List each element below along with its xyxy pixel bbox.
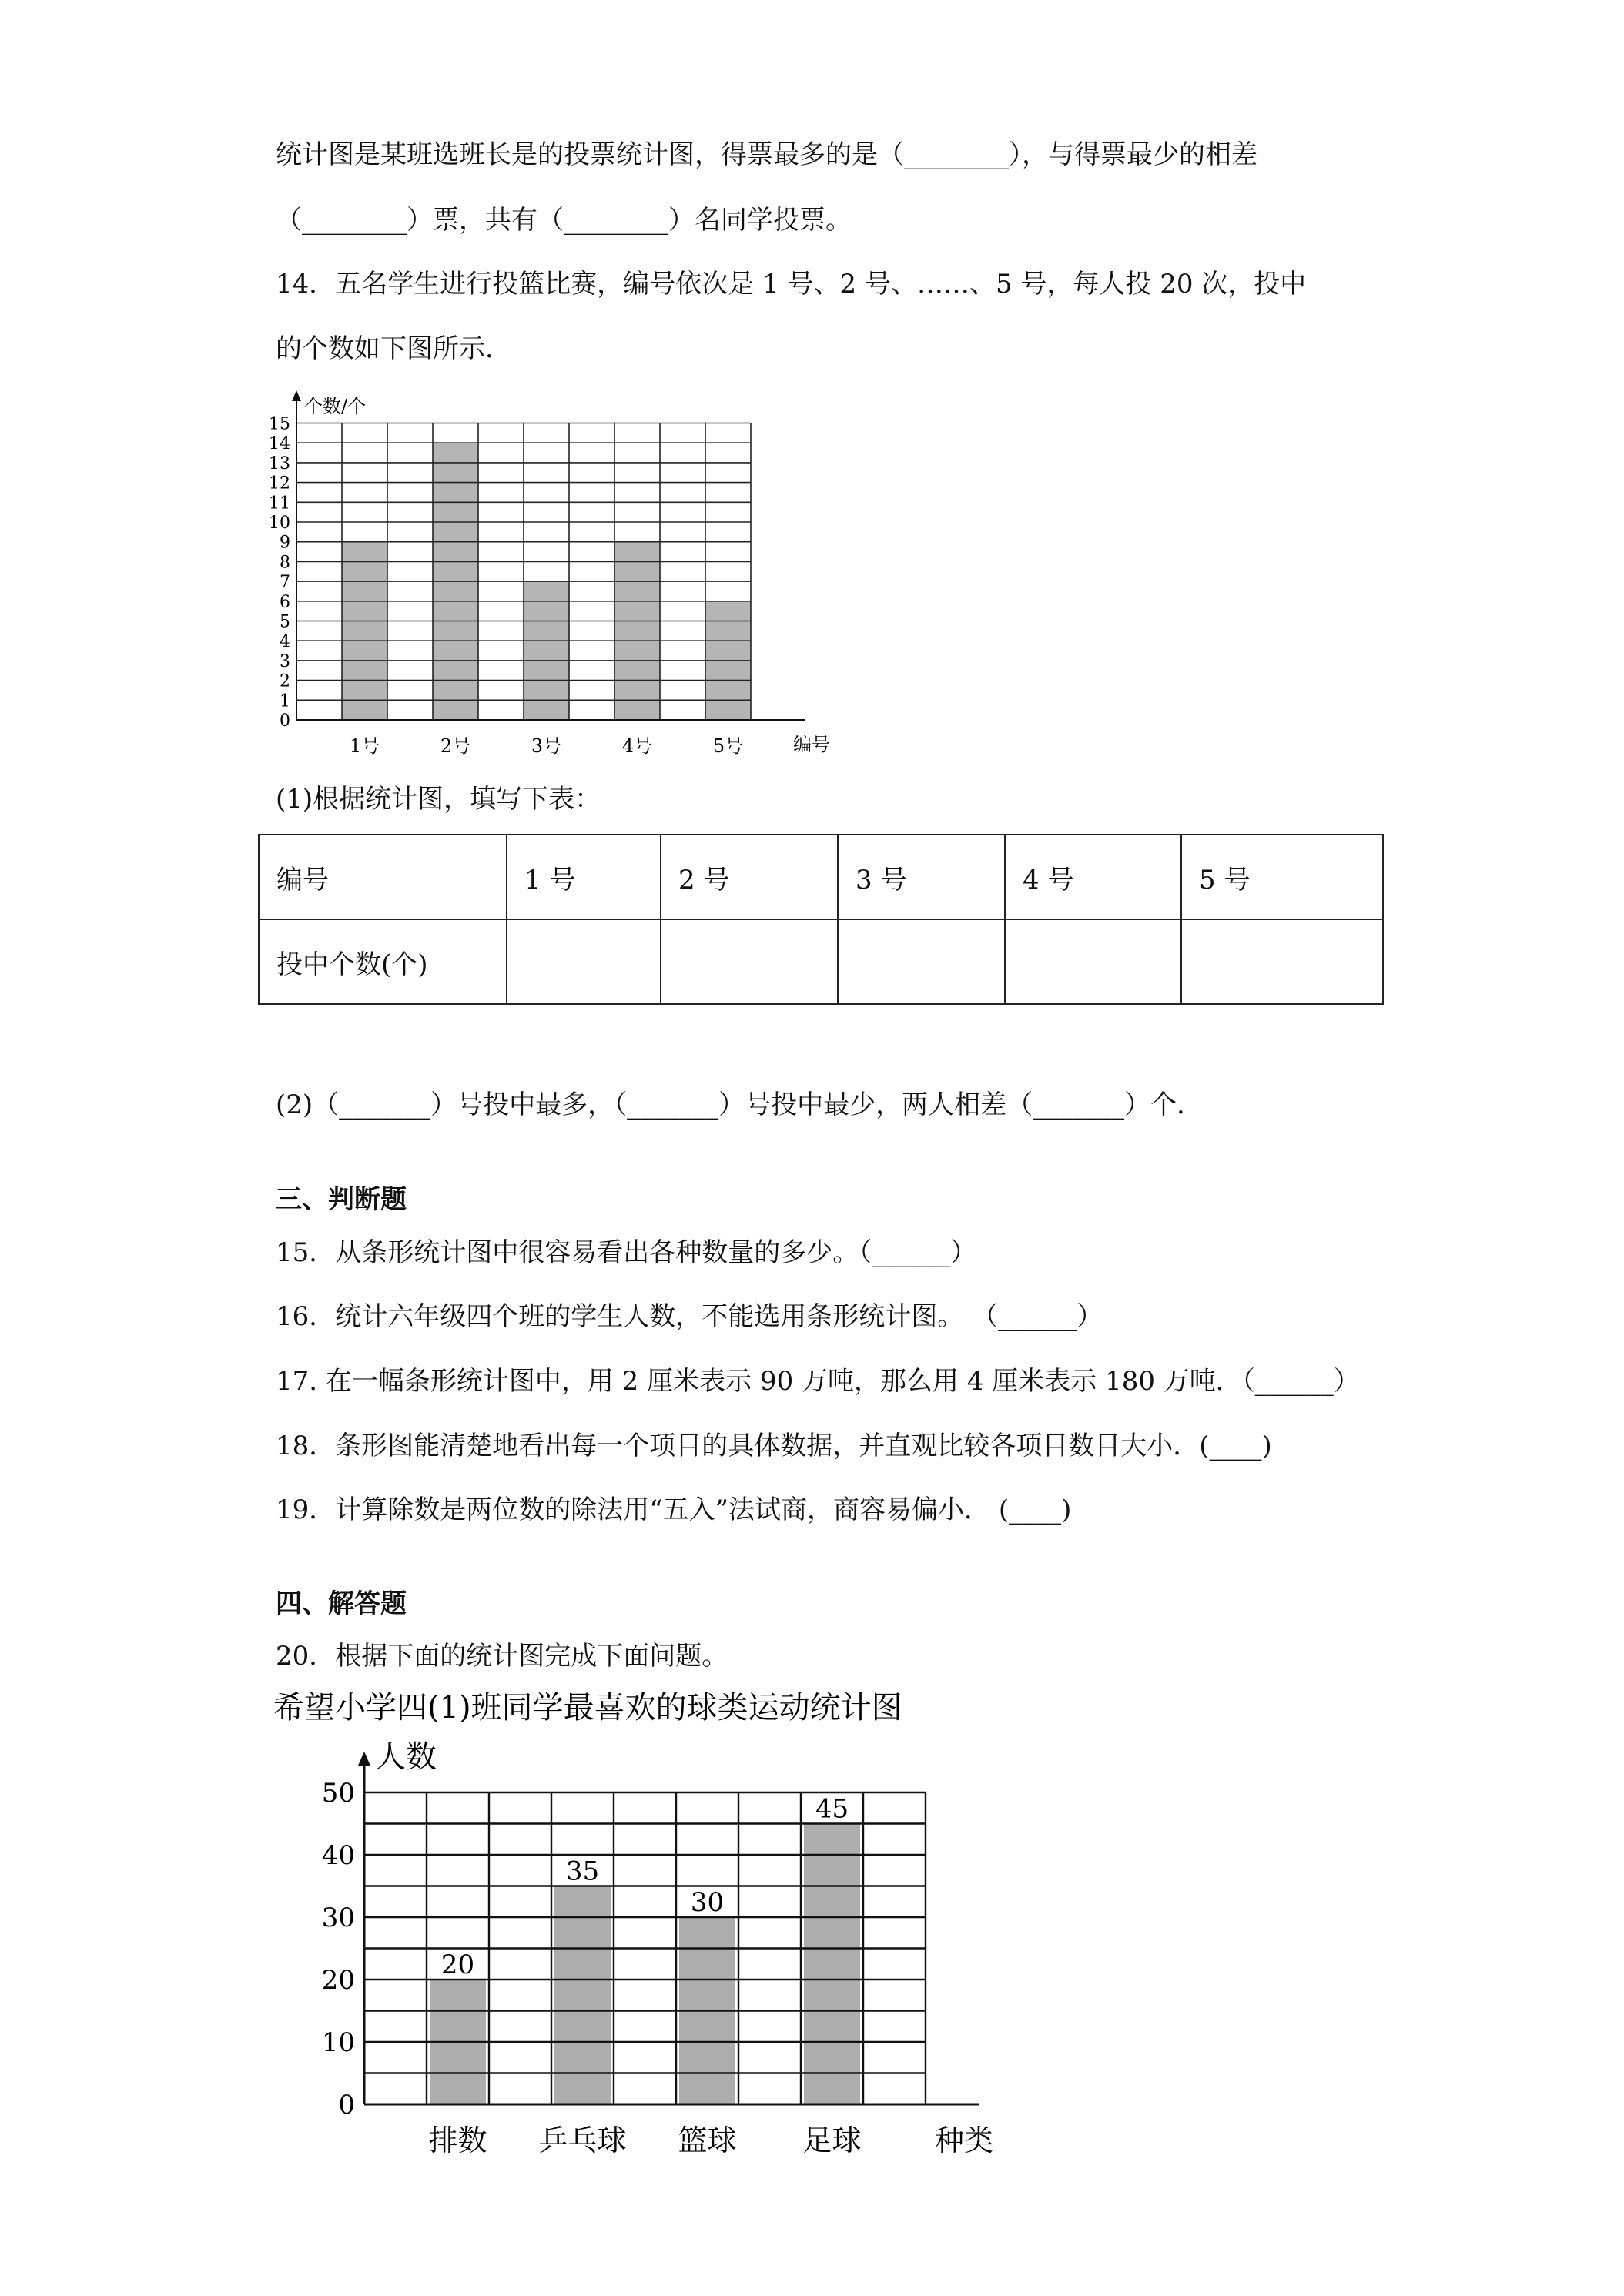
data-label: 20 [440,1950,475,1980]
y-tick-label: 9 [280,533,290,553]
bar [554,1886,611,2105]
y-tick-label: 13 [269,454,290,474]
q20: 20．根据下面的统计图完成下面问题。 [276,1641,728,1672]
y-tick-label: 30 [321,1903,355,1933]
data-label: 45 [815,1793,849,1825]
y-tick-label: 4 [280,632,290,652]
y-tick-label: 6 [280,592,290,612]
x-tick-label: 乒乓球 [538,2124,627,2157]
y-axis-arrow [292,390,301,401]
bar [342,542,387,720]
bar [524,581,569,720]
answer-cell[interactable] [1181,919,1383,1004]
q18: 18．条形图能清楚地看出每一个项目的具体数据，并直观比较各项目数目大小．(____) [276,1431,1272,1461]
y-tick-label: 40 [321,1840,355,1871]
x-tick-label: 1号 [349,735,380,757]
y-tick-label: 12 [269,474,290,494]
bar [614,542,660,720]
q14-part2: (2)（_______）号投中最多，（_______）号投中最少，两人相差（_______）个． [276,1089,1204,1120]
chart-title: 希望小学四(1)班同学最喜欢的球类运动统计图 [273,1690,902,1725]
y-tick-label: 15 [269,414,290,434]
section-3-heading: 三、判断题 [276,1184,407,1215]
data-label: 30 [690,1887,725,1918]
q14-line-1: 14．五名学生进行投篮比赛，编号依次是 1 号、2 号、……、5 号，每人投 20 次，投中 [276,269,1307,300]
table-cell: 1 号 [507,835,661,919]
q13-line-1: 统计图是某班选班长是的投票统计图，得票最多的是（________），与得票最少的相差 [276,139,1257,170]
y-tick-label: 10 [269,514,290,533]
answer-cell[interactable] [661,919,838,1004]
y-tick-label: 0 [338,2090,355,2120]
table-cell: 3 号 [838,835,1005,919]
y-tick-label: 11 [269,494,290,514]
y-tick-label: 8 [280,553,290,573]
y-axis-label: 个数/个 [304,396,367,417]
y-tick-label: 20 [321,1965,355,1996]
y-tick-label: 14 [269,434,290,454]
bar [804,1824,860,2105]
x-tick-label: 篮球 [678,2124,737,2157]
x-tick-label: 足球 [802,2124,862,2157]
x-tick-label: 3号 [531,735,562,757]
section-4-heading: 四、解答题 [276,1588,407,1619]
q16: 16．统计六年级四个班的学生人数，不能选用条形统计图。 （______） [276,1301,1103,1332]
y-tick-label: 1 [280,691,290,711]
table-cell: 投中个数(个) [259,919,507,1004]
y-tick-label: 0 [280,711,290,731]
x-axis-label: 种类 [934,2124,994,2157]
answer-cell[interactable] [1005,919,1181,1004]
data-label: 35 [565,1856,600,1887]
table-row [259,919,1383,1004]
ball-sports-bar-chart [273,1690,1043,2167]
y-tick-label: 50 [321,1778,355,1809]
q17: 17. 在一幅条形统计图中，用 2 厘米表示 90 万吨，那么用 4 厘米表示 180 万吨．（______） [276,1366,1360,1397]
y-axis-label: 人数 [375,1739,437,1775]
y-tick-label: 10 [321,2027,355,2058]
x-tick-label: 2号 [440,735,471,757]
x-axis-label: 编号 [793,734,830,755]
y-tick-label: 5 [280,612,290,632]
basketball-bar-chart [262,389,878,766]
table-cell: 5 号 [1181,835,1383,919]
answer-cell[interactable] [507,919,661,1004]
y-tick-label: 2 [280,671,290,691]
fill-in-table [258,834,1384,1005]
y-axis-arrow [358,1752,370,1766]
q19: 19．计算除数是两位数的除法用“五入”法试商，商容易偏小． (____) [276,1494,1072,1525]
table-cell: 编号 [259,835,507,919]
table-header-row [259,835,1383,919]
x-tick-label: 排数 [428,2124,487,2157]
table-cell: 2 号 [661,835,838,919]
answer-cell[interactable] [838,919,1005,1004]
y-tick-label: 3 [280,651,290,671]
q15: 15．从条形统计图中很容易看出各种数量的多少。（______） [276,1237,977,1268]
x-tick-label: 5号 [712,735,744,757]
x-tick-label: 4号 [621,735,653,757]
y-tick-label: 7 [280,573,290,593]
q13-line-2: （________）票，共有（________）名同学投票。 [276,205,852,236]
table-cell: 4 号 [1005,835,1181,919]
q14-line-2: 的个数如下图所示． [276,333,511,364]
q14-part1: (1)根据统计图，填写下表： [276,784,601,815]
